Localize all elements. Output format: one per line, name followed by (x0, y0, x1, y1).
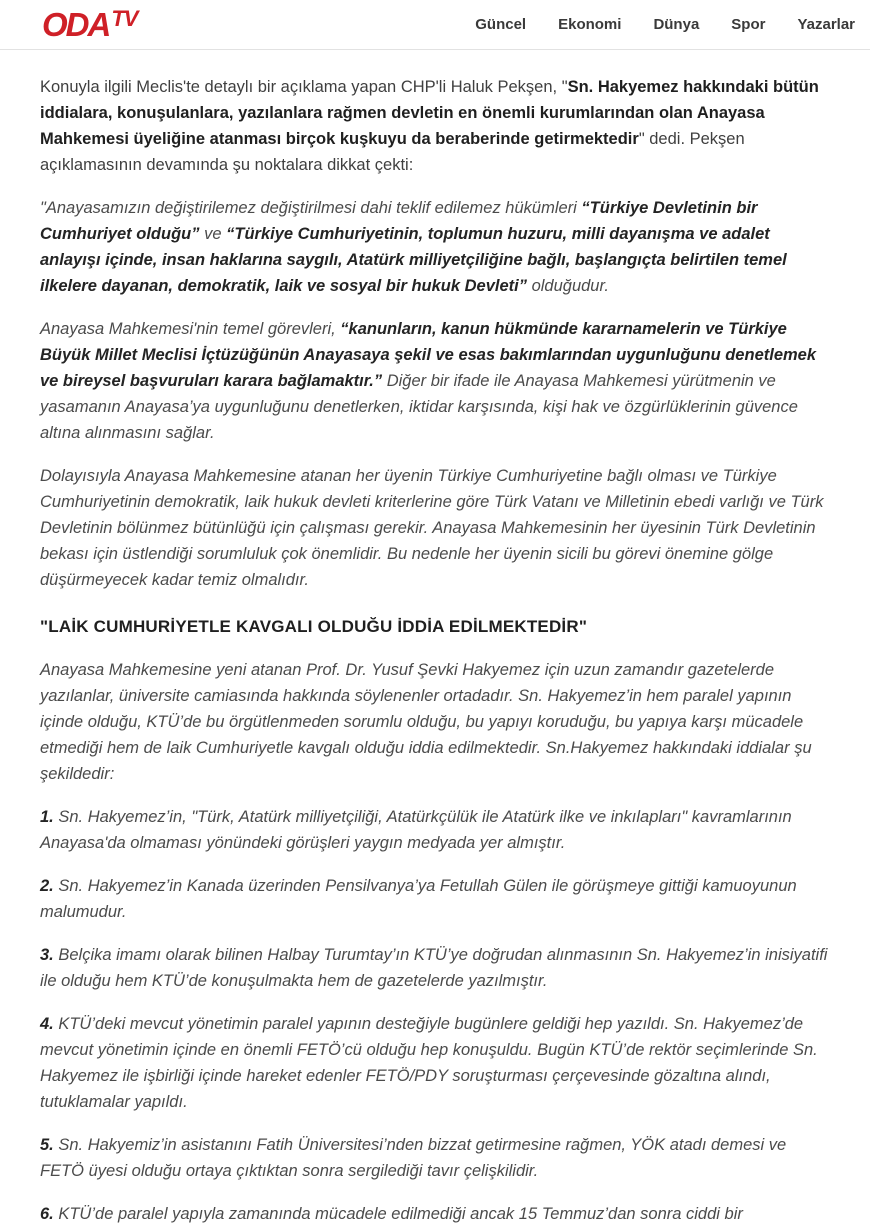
logo-oda-text: ODA (42, 6, 110, 43)
nav-item-spor[interactable]: Spor (731, 16, 766, 33)
claim-number: 3. (40, 946, 54, 964)
nav-item-dunya[interactable]: Dünya (653, 16, 700, 33)
article-paragraph-intro (40, 74, 830, 178)
paragraph-text: Konuyla ilgili Meclis'te detaylı bir açıklama yapan CHP'li Haluk Pekşen, " (40, 78, 568, 96)
paragraph-text: ve (199, 225, 227, 243)
main-nav (475, 16, 855, 33)
article-paragraph-quote-2 (40, 316, 830, 446)
claim-number: 5. (40, 1136, 54, 1154)
article-paragraph-quote-1 (40, 195, 830, 299)
claim-text: KTÜ’de paralel yapıyla zamanında mücadele edilmediği ancak 15 Temmuz’dan sonra ciddi bir (53, 1205, 743, 1223)
claim-number: 6. (40, 1205, 54, 1223)
paragraph-bold-quote: Sn. Hakyemez hakkındaki bütün iddialara, konuşulanlara, yazılanlara rağmen devletin en önemli kurumlarından olan Anayasa Mahkemesi üyeliğine atanması birçok kuşkuyu da beraberinde getirmektedir (40, 78, 819, 148)
claim-number: 1. (40, 808, 54, 826)
paragraph-bold-quote: “Türkiye Cumhuriyetinin, toplumun huzuru, milli dayanışma ve adalet anlayışı içinde, insan haklarına saygılı, Atatürk milliyetçiliğine bağlı, başlangıçta belirtilen temel ilkelere dayanan, demokratik, laik ve sosyal bir hukuk Devleti” (40, 225, 787, 295)
claim-item-6 (40, 1201, 830, 1227)
site-header (0, 0, 870, 50)
claim-text: KTÜ’deki mevcut yönetimin paralel yapının desteğiyle bugünlere geldiği hep yazıldı. Sn. Hakyemez’de mevcut yönetimin içinde en önemli FETÖ’cü olduğu hep konuşuldu. Bugün KTÜ’de rektör seçimlerinde Sn. Hakyemez ile işbirliği içinde hareket edenler FETÖ/PDY soruşturması çerçevesinde gözaltına alındı, tutuklamalar yapıldı. (40, 1015, 818, 1111)
paragraph-bold-quote: “kanunların, kanun hükmünde kararnamelerin ve Türkiye Büyük Millet Meclisi İçtüzüğünün Anayasaya şekil ve esas bakımlarından uygunluğunu denetlemek ve bireysel başvuruları karara bağlamaktır.” (40, 320, 817, 390)
claim-item-1 (40, 804, 830, 856)
nav-item-yazarlar[interactable]: Yazarlar (797, 16, 855, 33)
article-paragraph-quote-3 (40, 463, 830, 593)
section-heading: "LAİK CUMHURİYETLE KAVGALI OLDUĞU İDDİA EDİLMEKTEDİR" (40, 617, 588, 636)
claim-text: Sn. Hakyemez’in, "Türk, Atatürk milliyetçiliği, Atatürkçülük ile Atatürk ilke ve inkılapları" kavramlarının Anayasa'da olmaması yönündeki görüşleri yaygın medyada yer almıştır. (40, 808, 792, 852)
paragraph-text: olduğudur. (526, 277, 609, 295)
paragraph-text: Anayasa Mahkemesine yeni atanan Prof. Dr. Yusuf Şevki Hakyemez için uzun zamandır gazetelerde yazılanlar, üniversite camiasında hakkında söylenenler ortadadır. Sn. Hakyemez’in hem paralel yapının içinde olduğu, KTÜ’de bu örgütlenmeden sorumlu olduğu, bu yapıyı koruduğu, bu yapıya karşı mücadele etmediği hem de laik Cumhuriyetle kavgalı olduğu iddia edilmektedir. Sn.Hakyemez hakkındaki iddialar şu şekildedir: (40, 661, 812, 783)
paragraph-text: "Anayasamızın değiştirilemez değiştirilmesi dahi teklif edilemez hükümleri (40, 199, 582, 217)
odatv-logo[interactable] (42, 8, 137, 41)
claim-text: Sn. Hakyemez’in Kanada üzerinden Pensilvanya’ya Fetullah Gülen ile görüşmeye gittiği kamuoyunun malumudur. (40, 877, 797, 921)
claim-number: 2. (40, 877, 54, 895)
article-paragraph-quote-4 (40, 657, 830, 787)
claim-item-2 (40, 873, 830, 925)
claim-item-5 (40, 1132, 830, 1184)
claim-text: Belçika imamı olarak bilinen Halbay Turumtay’ın KTÜ’ye doğrudan alınmasının Sn. Hakyemez’in inisiyatifi ile olduğu hem KTÜ’de konuşulmakta hem de gazetelerde yazılmıştır. (40, 946, 828, 990)
claim-number: 4. (40, 1015, 54, 1033)
logo-tv-text: TV (111, 6, 138, 31)
paragraph-text: Anayasa Mahkemesi'nin temel görevleri, (40, 320, 341, 338)
claim-item-4 (40, 1011, 830, 1115)
paragraph-text: Diğer bir ifade ile Anayasa Mahkemesi yürütmenin ve yasamanın Anayasa’ya uygunluğunu denetlerken, iktidar karşısında, kişi hak ve özgürlüklerinin güvence altına alınmasını sağlar. (40, 372, 798, 442)
nav-item-ekonomi[interactable]: Ekonomi (558, 16, 622, 33)
claim-item-3 (40, 942, 830, 994)
article-body (0, 50, 870, 1227)
paragraph-text: " dedi. Pekşen açıklamasının devamında şu noktalara dikkat çekti: (40, 130, 745, 174)
claim-text: Sn. Hakyemiz’in asistanını Fatih Üniversitesi’nden bizzat getirmesine rağmen, YÖK atadı demesi ve FETÖ üyesi olduğu ortaya çıktıktan sonra sergilediği tavır çelişkilidir. (40, 1136, 787, 1180)
paragraph-bold-quote: “Türkiye Devletinin bir Cumhuriyet olduğu” (40, 199, 758, 243)
nav-item-guncel[interactable]: Güncel (475, 16, 527, 33)
paragraph-text: Dolayısıyla Anayasa Mahkemesine atanan her üyenin Türkiye Cumhuriyetine bağlı olması ve Türkiye Cumhuriyetinin demokratik, laik hukuk devleti kriterlerine göre Türk Vatanı ve Milletinin ebedi varlığı ve Türk Devletinin bölünmez bütünlüğü için çalışması gerekir. Anayasa Mahkemesinin her üyesinin Türk Devletinin bekası için üstlendiği sorumluluk çok önemlidir. Bu nedenle her üyenin sicili bu görevi önemine gölge düşürmeyecek kadar temiz olmalıdır. (40, 467, 824, 589)
